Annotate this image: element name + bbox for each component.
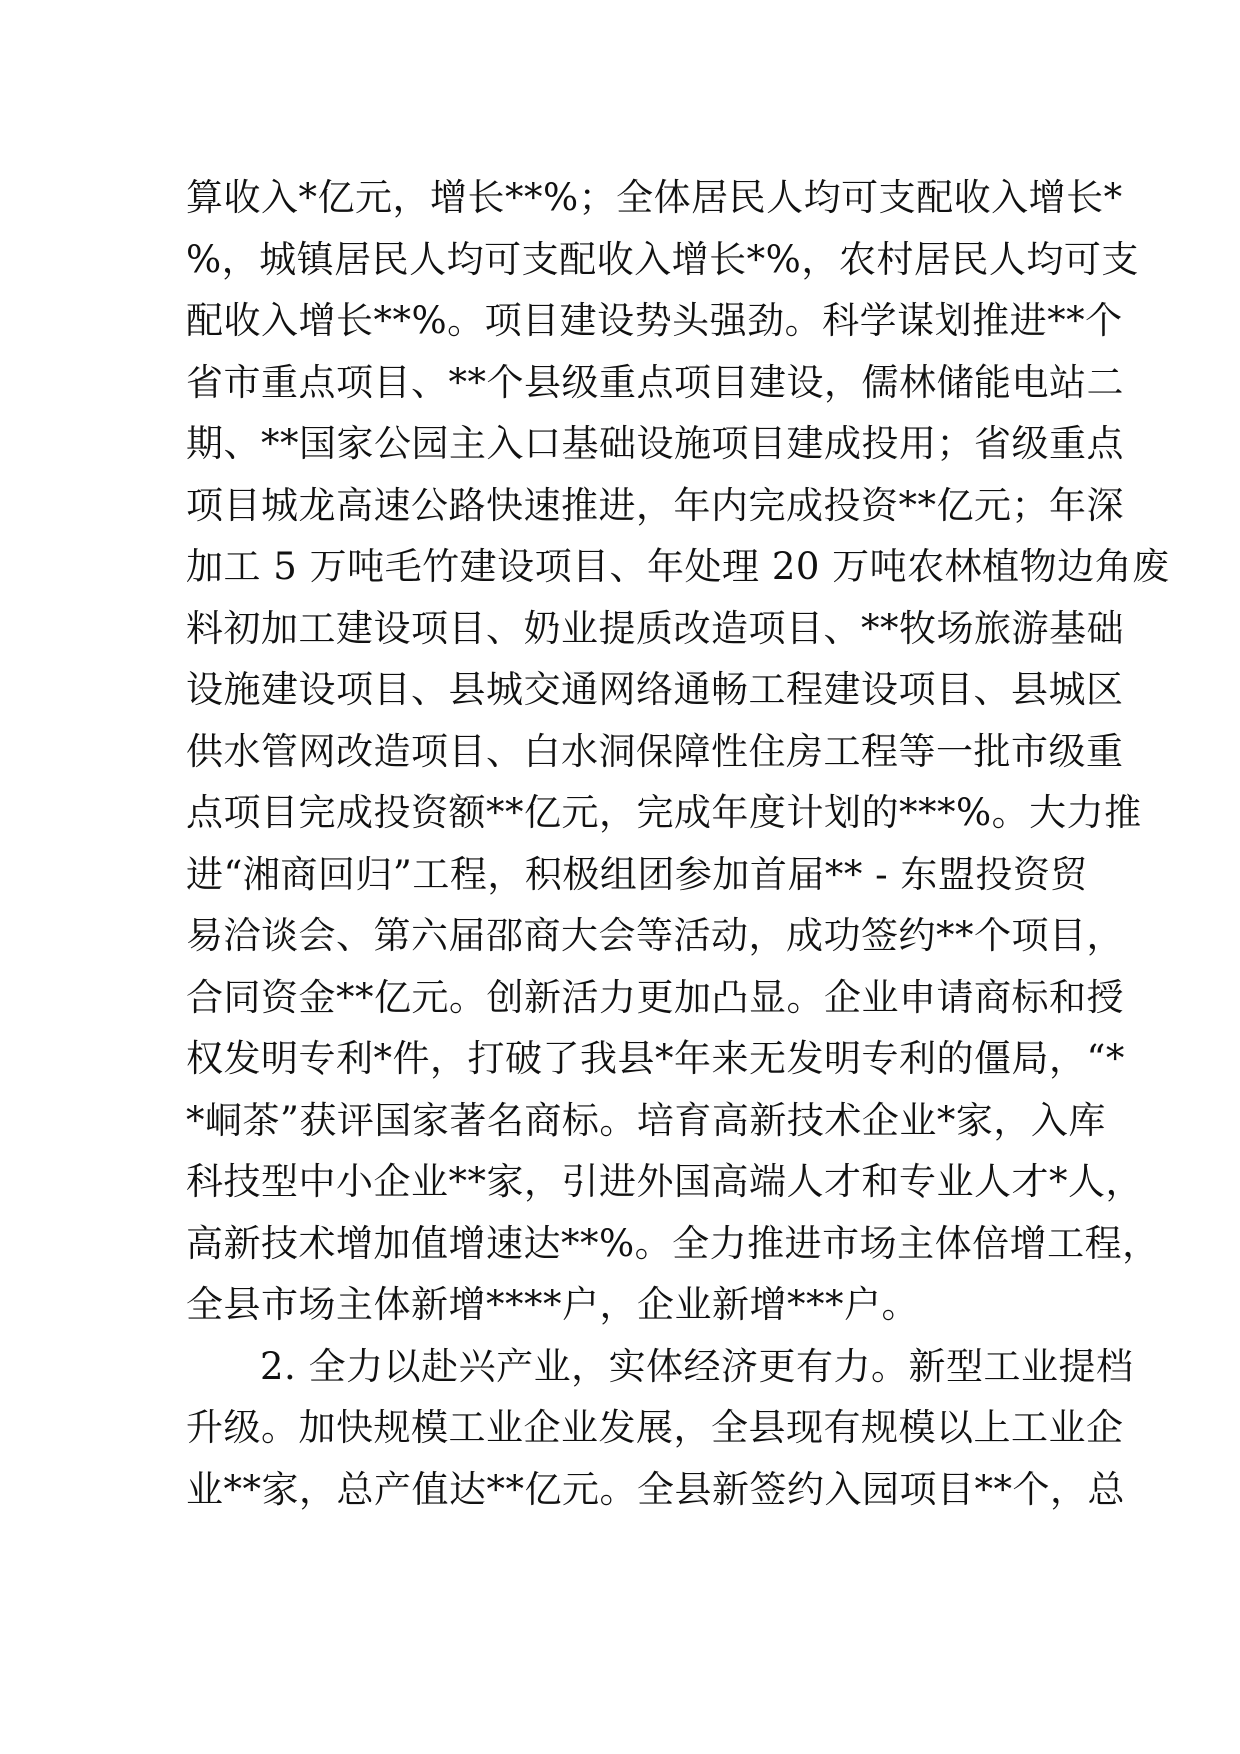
- text-line: 算收入*亿元，增长**%；全体居民人均可支配收入增长*: [186, 176, 1123, 219]
- text-line: 供水管网改造项目、白水洞保障性住房工程等一批市级重: [186, 729, 1124, 773]
- text-line: 配收入增长**%。项目建设势头强劲。科学谋划推进**个: [186, 299, 1123, 342]
- text-line: 进“湘商回归”工程，积极组团参加首届** - 东盟投资贸: [186, 852, 1088, 896]
- text-line: *峒茶”获评国家著名商标。培育高新技术企业*家，入库: [186, 1098, 1106, 1142]
- text-line: 权发明专利*件，打破了我县*年来无发明专利的僵局，“*: [186, 1037, 1125, 1080]
- text-line: 高新技术增加值增速达**%。全力推进市场主体倍增工程，: [186, 1221, 1160, 1265]
- body-text: [186, 167, 1170, 1520]
- text-line: 易洽谈会、第六届邵商大会等活动，成功签约**个项目，: [186, 914, 1124, 957]
- text-line: 期、**国家公园主入口基础设施项目建成投用；省级重点: [186, 422, 1124, 465]
- text-line: %，城镇居民人均可支配收入增长*%，农村居民人均可支: [186, 237, 1139, 281]
- text-line: 业**家，总产值达**亿元。全县新签约入园项目**个，总: [186, 1467, 1125, 1511]
- text-line: 点项目完成投资额**亿元，完成年度计划的***%。大力推: [186, 791, 1142, 834]
- paragraph-1: [186, 167, 1170, 1336]
- text-line: 设施建设项目、县城交通网络通畅工程建设项目、县城区: [186, 668, 1124, 711]
- text-line: 升级。加快规模工业企业发展，全县现有规模以上工业企: [186, 1406, 1124, 1449]
- paragraph-2: [186, 1336, 1134, 1521]
- text-line: 料初加工建设项目、奶业提质改造项目、**牧场旅游基础: [186, 606, 1124, 650]
- text-line: 项目城龙高速公路快速推进，年内完成投资**亿元；年深: [186, 483, 1124, 527]
- text-line: 科技型中小企业**家，引进外国高端人才和专业人才*人，: [186, 1160, 1143, 1203]
- text-line: 合同资金**亿元。创新活力更加凸显。企业申请商标和授: [186, 975, 1124, 1019]
- text-line: 省市重点项目、**个县级重点项目建设，儒林储能电站二: [186, 360, 1124, 404]
- text-line: 2. 全力以赴兴产业，实体经济更有力。新型工业提档: [260, 1344, 1134, 1388]
- text-line: 加工 5 万吨毛竹建设项目、年处理 20 万吨农林植物边角废: [186, 545, 1170, 588]
- text-line: 全县市场主体新增****户，企业新增***户。: [186, 1283, 919, 1326]
